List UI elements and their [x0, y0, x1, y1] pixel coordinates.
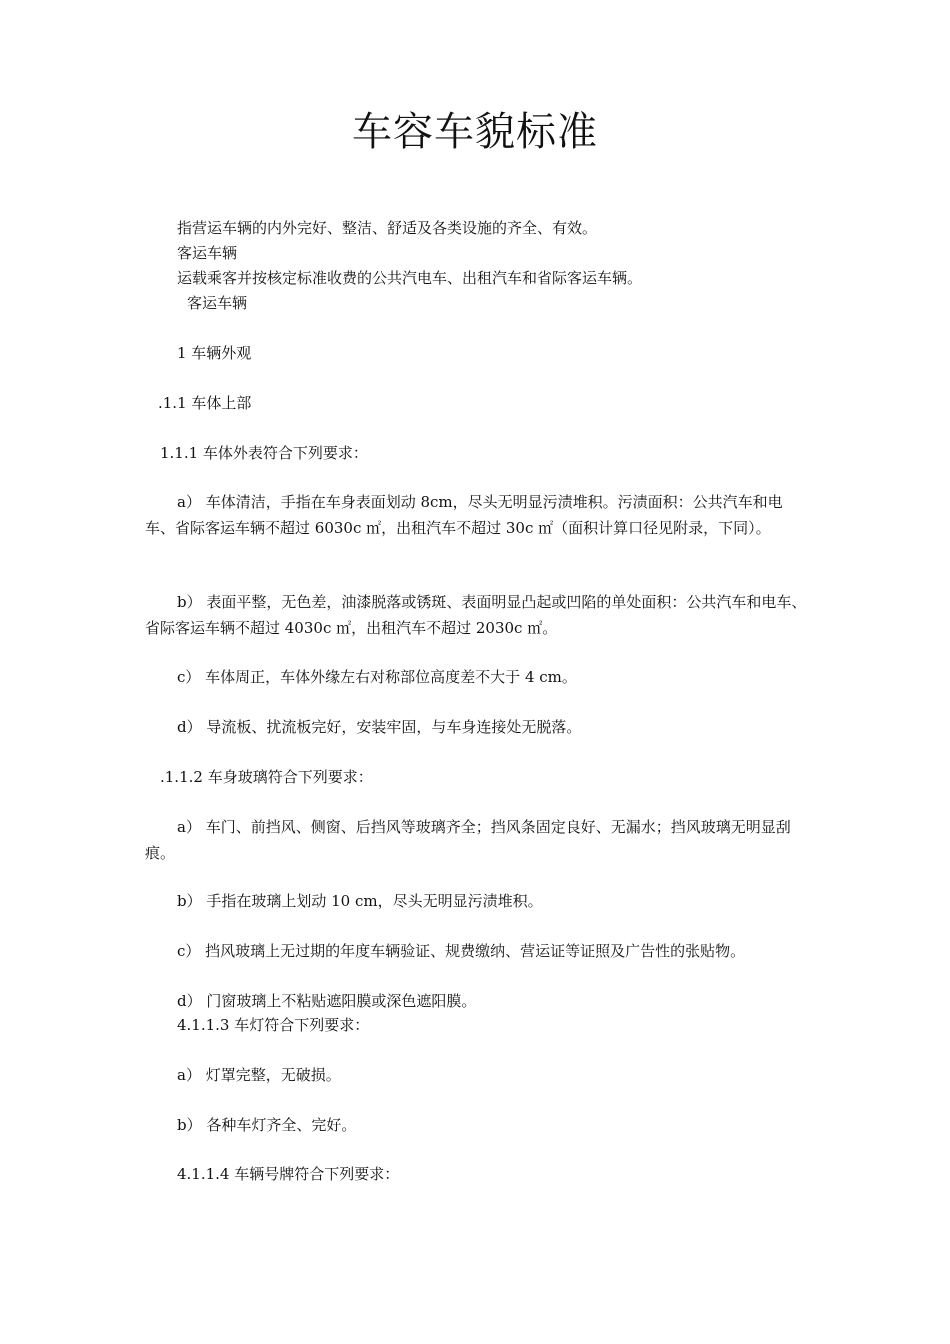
clause-item-c: c） 车体周正，车体外缘左右对称部位高度差不大于 4 cm。 — [177, 668, 577, 686]
section-heading-1: 1 车辆外观 — [177, 344, 252, 362]
section-heading-1-1: .1.1 车体上部 — [158, 394, 252, 412]
term-heading: 客运车辆 — [177, 244, 238, 262]
glass-item-b: b） 手指在玻璃上划动 10 cm，尽头无明显污渍堆积。 — [177, 892, 543, 910]
term-heading-secondary: 客运车辆 — [187, 294, 248, 312]
clause-heading-4-1-1-4: 4.1.1.4 车辆号牌符合下列要求： — [177, 1165, 400, 1183]
term-definition: 运载乘客并按核定标准收费的公共汽电车、出租汽车和省际客运车辆。 — [177, 269, 643, 287]
definition-text: 指营运车辆的内外完好、整洁、舒适及各类设施的齐全、有效。 — [177, 219, 598, 237]
clause-heading-1-1-1: 1.1.1 车体外表符合下列要求： — [160, 444, 368, 462]
clause-item-a: a） 车体清洁，手指在车身表面划动 8cm，尽头无明显污渍堆积。污渍面积：公共汽车和电车、省际客运车辆不超过 6030c ㎡，出租汽车不超过 30c ㎡（面积计算口径见附录，下同）。 — [145, 493, 783, 537]
clause-heading-1-1-2: .1.1.2 车身玻璃符合下列要求： — [160, 768, 373, 786]
glass-item-a: a） 车门、前挡风、侧窗、后挡风等玻璃齐全；挡风条固定良好、无漏水；挡风玻璃无明显刮痕。 — [145, 818, 791, 862]
lamp-item-a: a） 灯罩完整，无破损。 — [177, 1066, 341, 1084]
clause-item-d: d） 导流板、扰流板完好，安装牢固，与车身连接处无脱落。 — [177, 718, 582, 736]
clause-heading-4-1-1-3: 4.1.1.3 车灯符合下列要求： — [177, 1016, 370, 1034]
glass-item-d: d） 门窗玻璃上不粘贴遮阳膜或深色遮阳膜。 — [177, 992, 477, 1010]
clause-item-b: b） 表面平整，无色差，油漆脱落或锈斑、表面明显凸起或凹陷的单处面积：公共汽车和电车、省际客运车辆不超过 4030c ㎡，出租汽车不超过 2030c ㎡。 — [145, 593, 807, 637]
document-title: 车容车貌标准 — [352, 109, 598, 155]
lamp-item-b: b） 各种车灯齐全、完好。 — [177, 1116, 357, 1134]
glass-item-c: c） 挡风玻璃上无过期的年度车辆验证、规费缴纳、营运证等证照及广告性的张贴物。 — [177, 942, 746, 960]
